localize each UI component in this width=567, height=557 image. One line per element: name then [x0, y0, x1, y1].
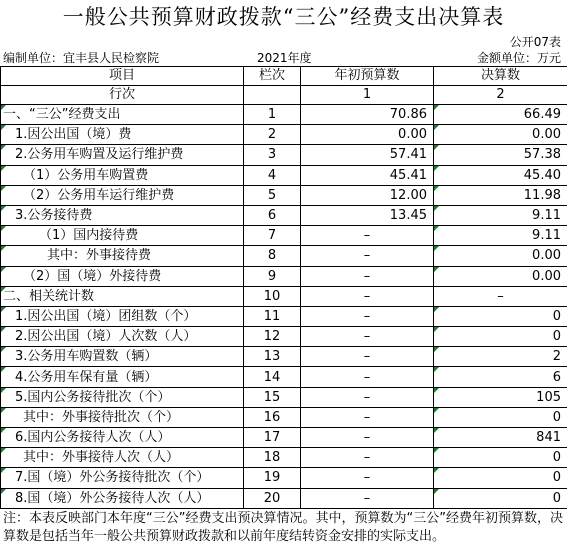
table-row: [1, 246, 567, 266]
cell-row-number[interactable]: 3: [244, 145, 301, 165]
table-row: [1, 185, 567, 205]
cell-item-name[interactable]: 3.公务用车购置数（辆）: [1, 347, 244, 367]
cell-row-number[interactable]: 20: [244, 488, 301, 508]
cell-item-name[interactable]: 其中：外事接待批次（个）: [1, 407, 244, 427]
cell-item-name[interactable]: 1.因公出国（境）团组数（个）: [1, 306, 244, 326]
cell-item-name[interactable]: 二、相关统计数: [1, 286, 244, 306]
table-row: [1, 205, 567, 225]
cell-item-name[interactable]: （1）国内接待费: [1, 226, 244, 246]
report-year: 2021年度: [257, 51, 312, 65]
cell-budget-value[interactable]: –: [301, 367, 434, 387]
table-row: [1, 125, 567, 145]
cell-budget-value[interactable]: 0.00: [301, 125, 434, 145]
cell-item-name[interactable]: （2）国（境）外接待费: [1, 266, 244, 286]
cell-row-number[interactable]: 6: [244, 205, 301, 225]
table-row: [1, 407, 567, 427]
cell-budget-value[interactable]: –: [301, 448, 434, 468]
reporting-unit: 编制单位：宜丰县人民检察院: [3, 51, 160, 65]
cell-final-value[interactable]: 841: [434, 428, 567, 448]
cell-budget-value[interactable]: –: [301, 246, 434, 266]
cell-row-number[interactable]: 13: [244, 347, 301, 367]
header-item[interactable]: 项目: [1, 67, 244, 86]
cell-final-value[interactable]: 45.40: [434, 165, 567, 185]
cell-item-name[interactable]: 4.公务用车保有量（辆）: [1, 367, 244, 387]
cell-final-value[interactable]: 0: [434, 468, 567, 488]
table-row: [1, 347, 567, 367]
header-budget[interactable]: 年初预算数: [301, 67, 434, 86]
cell-final-value[interactable]: 2: [434, 347, 567, 367]
footnote: 注：本表反映部门本年度“三公”经费支出预决算情况。其中，预算数为“三公”经费年初预算数，决算数是包括当年一般公共预算财政拨款和以前年度结转资金安排的实际支出。: [3, 511, 563, 544]
subheader-item[interactable]: 行次: [1, 86, 244, 105]
cell-item-name[interactable]: （2）公务用车运行维护费: [1, 185, 244, 205]
cell-final-value[interactable]: 9.11: [434, 226, 567, 246]
table-code: 公开07表: [509, 35, 561, 49]
cell-row-number[interactable]: 19: [244, 468, 301, 488]
cell-item-name[interactable]: 3.公务接待费: [1, 205, 244, 225]
cell-item-name[interactable]: 8.国（境）外公务接待人次（人）: [1, 488, 244, 508]
cell-final-value[interactable]: 0: [434, 488, 567, 508]
cell-item-name[interactable]: 5.国内公务接待批次（个）: [1, 387, 244, 407]
cell-budget-value[interactable]: –: [301, 347, 434, 367]
cell-row-number[interactable]: 9: [244, 266, 301, 286]
cell-item-name[interactable]: 7.国（境）外公务接待批次（个）: [1, 468, 244, 488]
cell-budget-value[interactable]: 12.00: [301, 185, 434, 205]
cell-row-number[interactable]: 11: [244, 306, 301, 326]
table-row: [1, 387, 567, 407]
subheader-final[interactable]: 2: [434, 86, 567, 105]
expenditure-table: [0, 66, 567, 509]
cell-row-number[interactable]: 5: [244, 185, 301, 205]
header-row: [1, 67, 567, 86]
cell-item-name[interactable]: 其中：外事接待费: [1, 246, 244, 266]
cell-row-number[interactable]: 14: [244, 367, 301, 387]
cell-row-number[interactable]: 18: [244, 448, 301, 468]
table-row: [1, 367, 567, 387]
cell-item-name[interactable]: 6.国内公务接待人次（人）: [1, 428, 244, 448]
cell-budget-value[interactable]: –: [301, 306, 434, 326]
table-row: [1, 428, 567, 448]
table-row: [1, 226, 567, 246]
cell-row-number[interactable]: 15: [244, 387, 301, 407]
cell-final-value[interactable]: 66.49: [434, 105, 567, 125]
cell-row-number[interactable]: 1: [244, 105, 301, 125]
cell-final-value[interactable]: 0.00: [434, 246, 567, 266]
cell-budget-value[interactable]: –: [301, 387, 434, 407]
cell-row-number[interactable]: 10: [244, 286, 301, 306]
cell-row-number[interactable]: 17: [244, 428, 301, 448]
cell-budget-value[interactable]: –: [301, 327, 434, 347]
cell-item-name[interactable]: 1.因公出国（境）费: [1, 125, 244, 145]
table-row: [1, 488, 567, 508]
cell-row-number[interactable]: 8: [244, 246, 301, 266]
table-title: 一般公共预算财政拨款“三公”经费支出决算表: [62, 5, 505, 29]
cell-final-value[interactable]: 9.11: [434, 205, 567, 225]
cell-item-name[interactable]: 2.因公出国（境）人次数（人）: [1, 327, 244, 347]
cell-budget-value[interactable]: –: [301, 286, 434, 306]
money-unit: 金额单位：万元: [476, 51, 561, 65]
table-row: [1, 448, 567, 468]
cell-final-value[interactable]: 0.00: [434, 266, 567, 286]
cell-budget-value[interactable]: 45.41: [301, 165, 434, 185]
table-row: [1, 266, 567, 286]
cell-final-value[interactable]: 57.38: [434, 145, 567, 165]
table-row: [1, 145, 567, 165]
table-row: [1, 306, 567, 326]
table-row: [1, 286, 567, 306]
cell-budget-value[interactable]: –: [301, 266, 434, 286]
cell-row-number[interactable]: 12: [244, 327, 301, 347]
header-final[interactable]: 决算数: [434, 67, 567, 86]
cell-final-value[interactable]: 0: [434, 327, 567, 347]
cell-budget-value[interactable]: –: [301, 488, 434, 508]
subheader-budget[interactable]: 1: [301, 86, 434, 105]
cell-budget-value[interactable]: –: [301, 407, 434, 427]
cell-final-value[interactable]: 0.00: [434, 125, 567, 145]
cell-item-name[interactable]: 其中：外事接待人次（人）: [1, 448, 244, 468]
table-row: [1, 327, 567, 347]
cell-final-value[interactable]: 0: [434, 306, 567, 326]
cell-budget-value[interactable]: 13.45: [301, 205, 434, 225]
cell-budget-value[interactable]: –: [301, 428, 434, 448]
header-col-no[interactable]: 栏次: [244, 67, 301, 86]
table-row: [1, 165, 567, 185]
subheader-col-no[interactable]: [244, 86, 301, 105]
subheader-row: [1, 86, 567, 105]
cell-item-name[interactable]: （1）公务用车购置费: [1, 165, 244, 185]
table-row: [1, 105, 567, 125]
cell-final-value[interactable]: 105: [434, 387, 567, 407]
cell-budget-value[interactable]: –: [301, 468, 434, 488]
cell-final-value[interactable]: 11.98: [434, 185, 567, 205]
meta-row: [0, 51, 567, 66]
cell-row-number[interactable]: 7: [244, 226, 301, 246]
cell-row-number[interactable]: 2: [244, 125, 301, 145]
cell-final-value[interactable]: 0: [434, 448, 567, 468]
cell-budget-value[interactable]: 70.86: [301, 105, 434, 125]
cell-budget-value[interactable]: 57.41: [301, 145, 434, 165]
cell-final-value[interactable]: –: [434, 286, 567, 306]
cell-item-name[interactable]: 2.公务用车购置及运行维护费: [1, 145, 244, 165]
table-row: [1, 468, 567, 488]
cell-final-value[interactable]: 6: [434, 367, 567, 387]
cell-final-value[interactable]: 0: [434, 407, 567, 427]
cell-item-name[interactable]: 一、“三公”经费支出: [1, 105, 244, 125]
cell-row-number[interactable]: 4: [244, 165, 301, 185]
cell-budget-value[interactable]: –: [301, 226, 434, 246]
cell-row-number[interactable]: 16: [244, 407, 301, 427]
